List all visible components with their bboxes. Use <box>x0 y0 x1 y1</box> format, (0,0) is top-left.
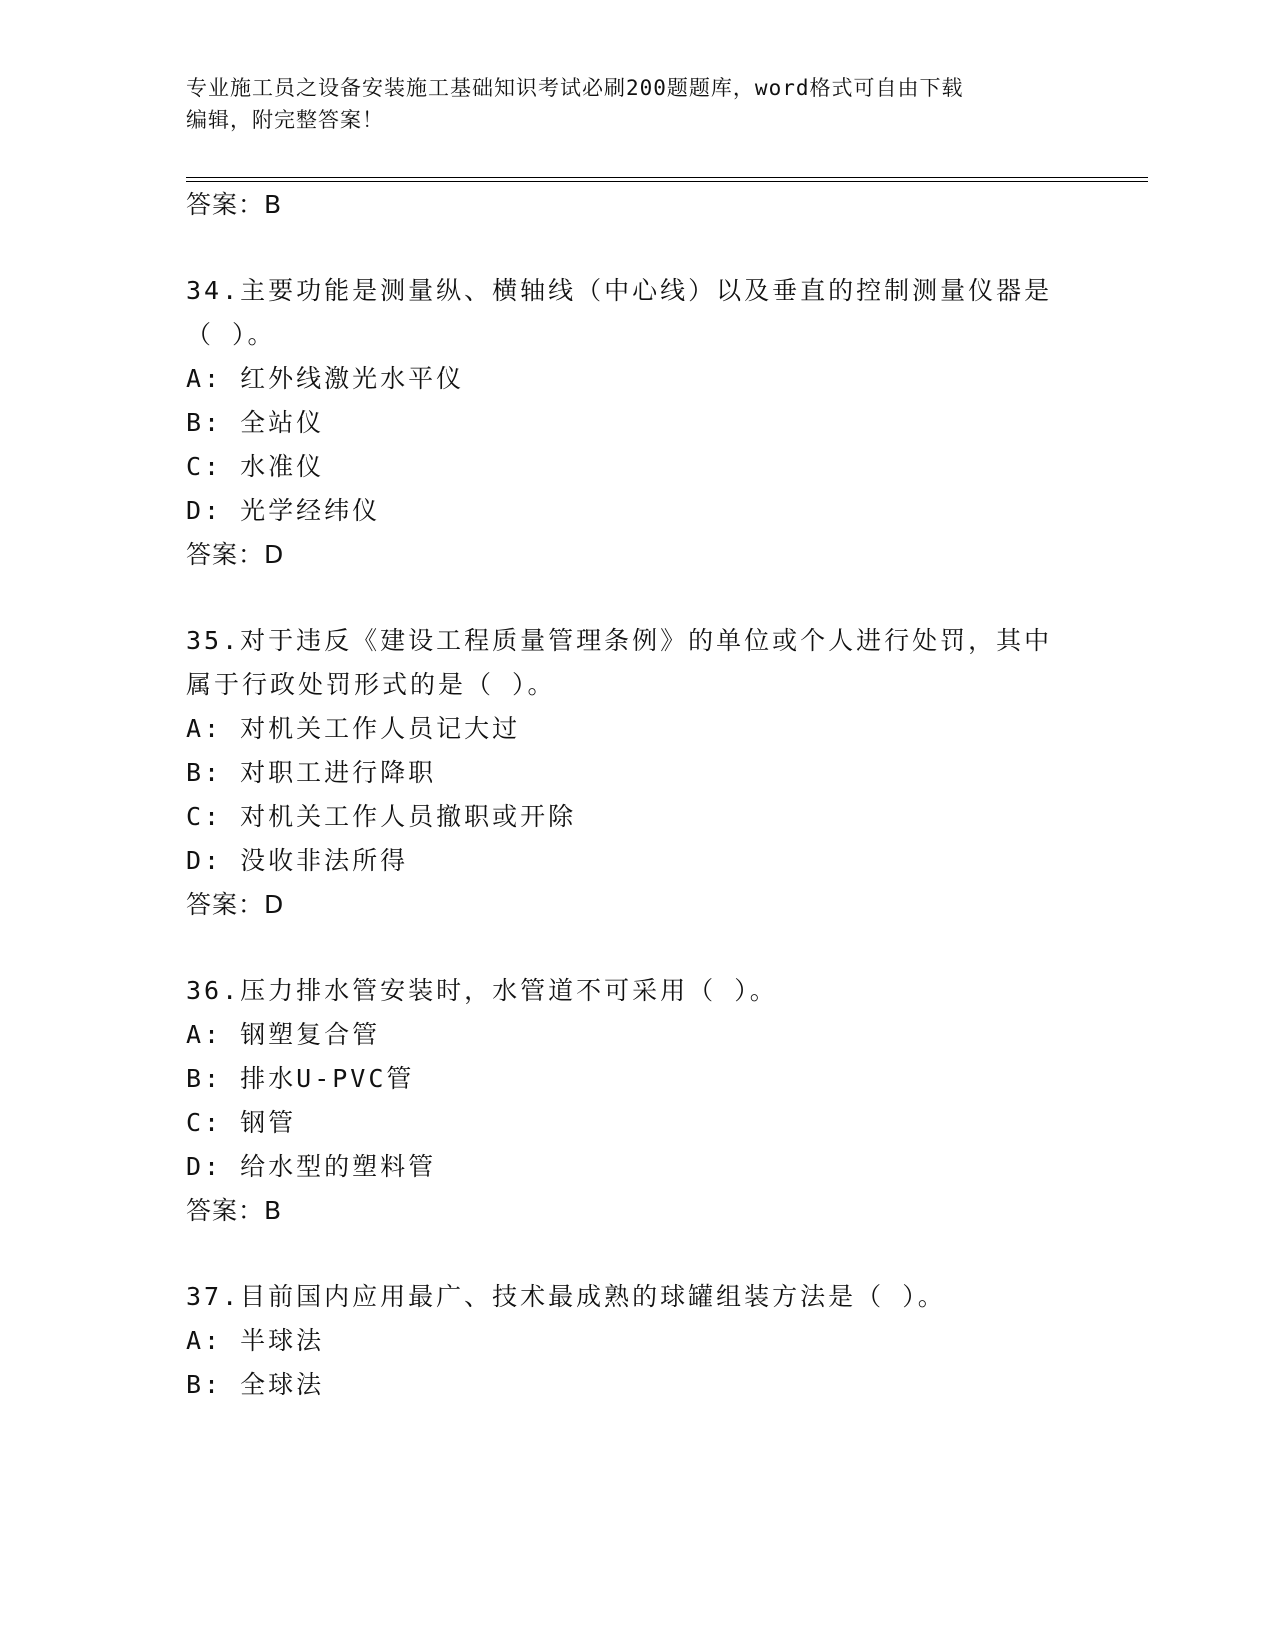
option-c: C: 水准仪 <box>186 452 325 481</box>
header-title-line1: 专业施工员之设备安装施工基础知识考试必刷200题题库，word格式可自由下载 <box>186 76 964 100</box>
option-b: B: 全球法 <box>186 1370 325 1399</box>
option-a: A: 半球法 <box>186 1326 325 1355</box>
option-d: D: 光学经纬仪 <box>186 496 381 525</box>
option-a: A: 钢塑复合管 <box>186 1020 381 1049</box>
option-b: B: 对职工进行降职 <box>186 758 437 787</box>
question-stem: 36.压力排水管安装时，水管道不可采用（ ）。 <box>186 976 778 1005</box>
option-b: B: 全站仪 <box>186 408 325 437</box>
answer-33: 答案：B <box>186 190 283 219</box>
answer: 答案：D <box>186 540 285 569</box>
option-d: D: 没收非法所得 <box>186 846 409 875</box>
page-header <box>186 72 1066 136</box>
header-title-line2: 编辑，附完整答案！ <box>186 108 384 132</box>
option-a: A: 红外线激光水平仪 <box>186 364 465 393</box>
answer: 答案：D <box>186 890 285 919</box>
option-a: A: 对机关工作人员记大过 <box>186 714 521 743</box>
header-divider <box>186 177 1148 182</box>
option-b: B: 排水U-PVC管 <box>186 1064 415 1093</box>
question-stem: 34.主要功能是测量纵、横轴线（中心线）以及垂直的控制测量仪器是 <box>186 276 1053 305</box>
question-stem: （ ）。 <box>186 320 276 349</box>
answer: 答案：B <box>186 1196 283 1225</box>
option-c: C: 钢管 <box>186 1108 297 1137</box>
option-c: C: 对机关工作人员撤职或开除 <box>186 802 577 831</box>
question-stem: 35.对于违反《建设工程质量管理条例》的单位或个人进行处罚，其中 <box>186 626 1053 655</box>
question-stem: 37.目前国内应用最广、技术最成熟的球罐组装方法是（ ）。 <box>186 1282 946 1311</box>
question-stem: 属于行政处罚形式的是（ ）。 <box>186 670 556 699</box>
option-d: D: 给水型的塑料管 <box>186 1152 437 1181</box>
